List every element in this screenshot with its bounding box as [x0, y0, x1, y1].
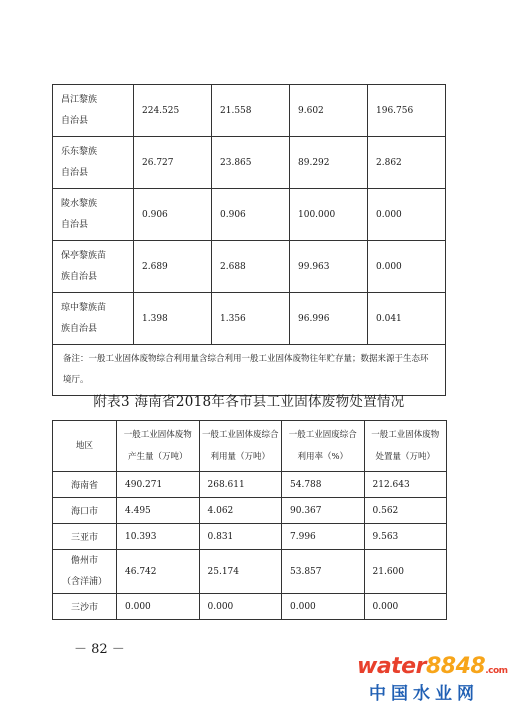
value-cell: 0.000: [368, 241, 446, 293]
value-cell: 0.906: [134, 189, 212, 241]
value-cell: 100.000: [290, 189, 368, 241]
table-row: [53, 550, 447, 594]
region-cell: 儋州市 （含洋浦）: [53, 550, 117, 594]
header-cell: 一般工业固体废物 处置量（万吨）: [364, 421, 447, 472]
region-cell: 乐东黎族 自治县: [53, 137, 134, 189]
table-row: [53, 524, 447, 550]
value-cell: 4.495: [117, 498, 200, 524]
value-cell: 2.862: [368, 137, 446, 189]
value-cell: 21.558: [212, 85, 290, 137]
region-cell: 三亚市: [53, 524, 117, 550]
value-cell: 1.356: [212, 293, 290, 345]
value-cell: 7.996: [282, 524, 365, 550]
value-cell: 490.271: [117, 472, 200, 498]
value-cell: 0.000: [282, 594, 365, 620]
value-cell: 9.602: [290, 85, 368, 137]
value-cell: 268.611: [199, 472, 282, 498]
value-cell: 46.742: [117, 550, 200, 594]
table-row: [53, 85, 446, 137]
value-cell: 0.041: [368, 293, 446, 345]
table-row: [53, 189, 446, 241]
table-row: [53, 498, 447, 524]
header-cell: 一般工业固废综合 利用率（%）: [282, 421, 365, 472]
region-cell: 保亭黎族苗 族自治县: [53, 241, 134, 293]
watermark-logo: [357, 654, 508, 704]
value-cell: 21.600: [364, 550, 447, 594]
value-cell: 9.563: [364, 524, 447, 550]
value-cell: 0.000: [368, 189, 446, 241]
value-cell: 96.996: [290, 293, 368, 345]
value-cell: 89.292: [290, 137, 368, 189]
value-cell: 0.831: [199, 524, 282, 550]
page-number: － 82 －: [74, 642, 125, 657]
table-row: [53, 293, 446, 345]
table-note: 备注：一般工业固体废物综合利用量含综合利用一般工业固体废物往年贮存量；数据来源于生态环境厅。: [53, 345, 446, 396]
region-cell: 陵水黎族 自治县: [53, 189, 134, 241]
value-cell: 90.367: [282, 498, 365, 524]
table-title: 附表3 海南省2018年各市县工业固体废物处置情况: [93, 394, 405, 410]
value-cell: 0.000: [364, 594, 447, 620]
value-cell: 10.393: [117, 524, 200, 550]
table-row: [53, 241, 446, 293]
value-cell: 196.756: [368, 85, 446, 137]
value-cell: 54.788: [282, 472, 365, 498]
header-region: 地区: [53, 421, 117, 472]
value-cell: 4.062: [199, 498, 282, 524]
value-cell: 0.906: [212, 189, 290, 241]
disposal-table-continued: [52, 84, 446, 396]
value-cell: 2.689: [134, 241, 212, 293]
disposal-table: [52, 420, 447, 620]
watermark-wordmark: water8848.com: [357, 654, 508, 679]
value-cell: 0.000: [117, 594, 200, 620]
value-cell: 99.963: [290, 241, 368, 293]
header-row: [53, 421, 447, 472]
region-cell: 海南省: [53, 472, 117, 498]
value-cell: 25.174: [199, 550, 282, 594]
value-cell: 224.525: [134, 85, 212, 137]
region-cell: 三沙市: [53, 594, 117, 620]
value-cell: 53.857: [282, 550, 365, 594]
region-cell: 昌江黎族 自治县: [53, 85, 134, 137]
value-cell: 212.643: [364, 472, 447, 498]
value-cell: 1.398: [134, 293, 212, 345]
header-cell: 一般工业固体废物 产生量（万吨）: [117, 421, 200, 472]
value-cell: 26.727: [134, 137, 212, 189]
value-cell: 0.562: [364, 498, 447, 524]
table-row: [53, 594, 447, 620]
table-row: [53, 472, 447, 498]
value-cell: 0.000: [199, 594, 282, 620]
watermark-chinese-name: 中国水业网: [369, 684, 479, 704]
value-cell: 23.865: [212, 137, 290, 189]
region-cell: 海口市: [53, 498, 117, 524]
region-cell: 琼中黎族苗 族自治县: [53, 293, 134, 345]
note-row: [53, 345, 446, 396]
value-cell: 2.688: [212, 241, 290, 293]
table-row: [53, 137, 446, 189]
header-cell: 一般工业固体废综合 利用量（万吨）: [199, 421, 282, 472]
